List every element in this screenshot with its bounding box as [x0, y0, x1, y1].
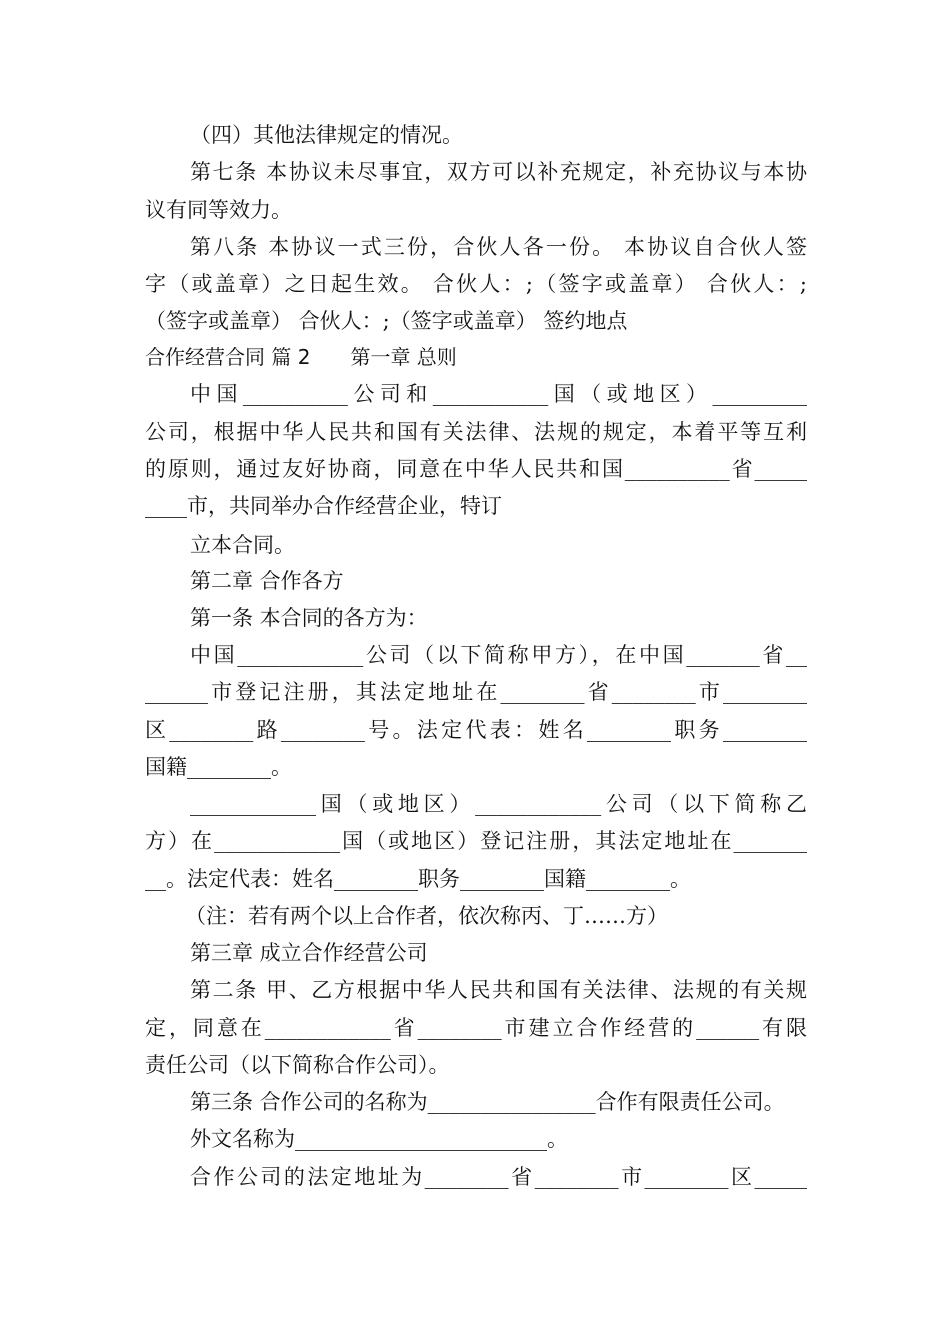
- chapter-heading: 第三章 成立合作经营公司: [190, 941, 428, 965]
- paragraph-line: ____________国（或地区）____________公司（以下简称乙: [190, 792, 807, 816]
- paragraph-line: 第二条 甲、乙方根据中华人民共和国有关法律、法规的有关规: [190, 978, 807, 1002]
- paragraph-line: 国籍________。: [145, 755, 292, 779]
- paragraph-line: 第三条 合作公司的名称为________________合作有限责任公司。: [190, 1090, 785, 1114]
- paragraph-line: ______市登记注册，其法定地址在________省________市________: [145, 680, 807, 704]
- paragraph-line: 区________路________号。法定代表：姓名________职务________: [145, 718, 807, 742]
- paragraph-line: 第一条 本合同的各方为：: [190, 606, 428, 630]
- paragraph-line: （四）其他法律规定的情况。: [190, 123, 463, 147]
- paragraph-line: 定，同意在____________省________市建立合作经营的______有限: [145, 1016, 807, 1040]
- paragraph-line: 第八条 本协议一式三份，合伙人各一份。 本协议自合伙人签: [190, 235, 807, 259]
- paragraph-line: 公司，根据中华人民共和国有关法律、法规的规定，本着平等互利: [145, 420, 807, 444]
- paragraph-line: 外文名称为________________________。: [190, 1127, 568, 1151]
- paragraph-line: （签字或盖章） 合伙人：;（签字或盖章） 签约地点: [145, 309, 628, 333]
- paragraph-line: 立本合同。: [190, 533, 295, 557]
- paragraph-line: 议有同等效力。: [145, 198, 292, 222]
- note-line: （注：若有两个以上合作者，依次称丙、丁……方）: [185, 904, 668, 928]
- paragraph-line: 第七条 本协议未尽事宜，双方可以补充规定，补充协议与本协: [190, 160, 807, 184]
- chapter-heading: 第二章 合作各方: [190, 569, 344, 593]
- paragraph-line: 中国____________公司（以下简称甲方），在中国_______省__: [190, 643, 807, 667]
- paragraph-line: 中国__________公司和___________国（或地区）_________: [190, 382, 807, 406]
- paragraph-line: 合作公司的法定地址为________省________市________区_____: [190, 1165, 807, 1189]
- paragraph-line: __。法定代表：姓名________职务________国籍________。: [145, 867, 691, 891]
- section-heading: 合作经营合同 篇 2 第一章 总则: [145, 345, 457, 369]
- paragraph-line: 的原则，通过友好协商，同意在中华人民共和国__________省_____: [145, 457, 807, 481]
- paragraph-line: 方）在____________国（或地区）登记注册，其法定地址在_______: [145, 829, 807, 853]
- paragraph-line: ____市，共同举办合作经营企业，特订: [145, 494, 502, 518]
- paragraph-line: 字（或盖章）之日起生效。 合伙人：;（签字或盖章） 合伙人：;: [145, 272, 807, 296]
- paragraph-line: 责任公司（以下简称合作公司）。: [145, 1053, 450, 1077]
